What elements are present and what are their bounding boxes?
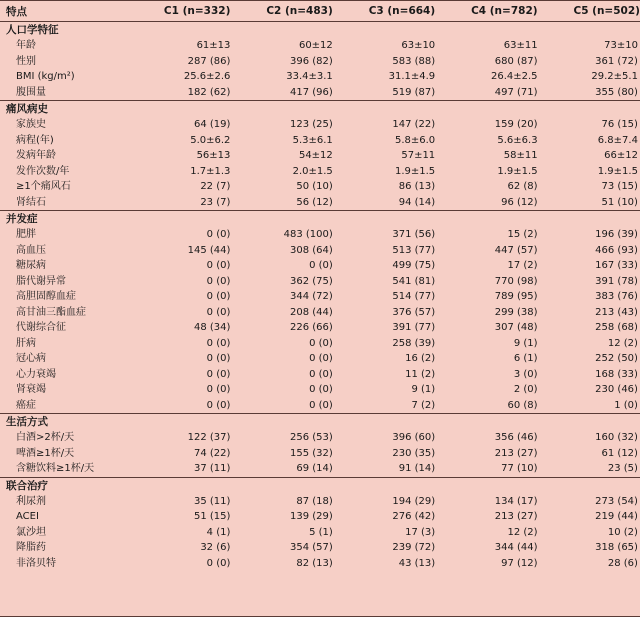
header-col-c3: C3 (n=664) bbox=[368, 5, 436, 17]
table-section bbox=[0, 478, 640, 572]
cell-c5: 28 (6) bbox=[607, 557, 638, 569]
table-row bbox=[0, 336, 640, 352]
cell-c5: 73 (15) bbox=[601, 181, 638, 192]
cell-c5: 219 (44) bbox=[595, 511, 638, 522]
row-label: 高胆固醇血症 bbox=[16, 291, 76, 302]
cell-c1: 145 (44) bbox=[187, 244, 231, 256]
cell-c5: 10 (2) bbox=[607, 526, 638, 538]
row-label: 氯沙坦 bbox=[16, 526, 46, 538]
cell-c4: 1.9±1.5 bbox=[497, 165, 538, 177]
cell-c2: 54±12 bbox=[298, 150, 333, 161]
cell-c2: 483 (100) bbox=[283, 229, 333, 240]
table-row bbox=[0, 133, 640, 149]
cell-c1: 0 (0) bbox=[206, 337, 231, 349]
cell-c2: 87 (18) bbox=[296, 495, 333, 507]
cell-c4: 213 (27) bbox=[494, 511, 538, 522]
cell-c5: 230 (46) bbox=[595, 384, 638, 395]
cell-c3: 541 (81) bbox=[392, 275, 436, 287]
cell-c2: 123 (25) bbox=[289, 119, 333, 130]
cell-c1: 0 (0) bbox=[206, 260, 231, 271]
section-title: 联合治疗 bbox=[6, 479, 48, 492]
row-label: ≥1个痛风石 bbox=[16, 181, 71, 192]
cell-c1: 61±13 bbox=[196, 40, 231, 51]
table-row bbox=[0, 227, 640, 243]
table-row bbox=[0, 289, 640, 305]
cell-c2: 60±12 bbox=[298, 40, 333, 51]
table-row bbox=[0, 164, 640, 180]
cell-c3: 499 (75) bbox=[392, 260, 436, 271]
row-label: 肾衰竭 bbox=[16, 384, 46, 395]
row-label: 肝病 bbox=[16, 337, 36, 349]
cell-c4: 58±11 bbox=[503, 150, 538, 161]
cell-c5: 61 (12) bbox=[601, 447, 638, 459]
cell-c1: 0 (0) bbox=[206, 291, 231, 302]
cell-c4: 17 (2) bbox=[507, 260, 538, 271]
row-label: 含糖饮料≥1杯/天 bbox=[16, 463, 95, 474]
cell-c5: 273 (54) bbox=[595, 495, 638, 507]
row-label: 肥胖 bbox=[16, 229, 36, 240]
table-row bbox=[0, 382, 640, 398]
cell-c3: 94 (14) bbox=[398, 196, 436, 208]
table-row bbox=[0, 54, 640, 70]
cell-c4: 159 (20) bbox=[494, 119, 538, 130]
cell-c3: 514 (77) bbox=[392, 291, 436, 302]
table-row bbox=[0, 556, 640, 572]
cell-c2: 0 (0) bbox=[309, 337, 333, 349]
table-row bbox=[0, 69, 640, 85]
cell-c4: 770 (98) bbox=[494, 275, 538, 287]
cell-c3: 194 (29) bbox=[392, 495, 436, 507]
cell-c3: 9 (1) bbox=[411, 384, 436, 395]
cell-c4: 12 (2) bbox=[507, 526, 538, 538]
cell-c2: 0 (0) bbox=[309, 353, 333, 364]
cell-c1: 37 (11) bbox=[193, 463, 231, 474]
cell-c5: 391 (78) bbox=[595, 275, 638, 287]
header-col-c1: C1 (n=332) bbox=[163, 5, 231, 17]
cell-c3: 17 (3) bbox=[405, 526, 436, 538]
row-label: 腹围量 bbox=[16, 86, 46, 98]
header-label: 特点 bbox=[6, 5, 27, 18]
cell-c4: 3 (0) bbox=[513, 368, 538, 380]
cell-c4: 2 (0) bbox=[513, 384, 538, 395]
cell-c4: 6 (1) bbox=[513, 353, 538, 364]
cell-c5: 318 (65) bbox=[595, 542, 638, 553]
cell-c2: 5 (1) bbox=[309, 526, 333, 538]
cell-c5: 383 (76) bbox=[595, 291, 638, 302]
table-row bbox=[0, 38, 640, 54]
cell-c5: 73±10 bbox=[604, 40, 638, 51]
cell-c4: 789 (95) bbox=[494, 291, 538, 302]
row-label: 啤酒≥1杯/天 bbox=[16, 447, 75, 459]
cell-c3: 276 (42) bbox=[392, 511, 436, 522]
cell-c2: 226 (66) bbox=[289, 322, 333, 333]
cell-c4: 26.4±2.5 bbox=[491, 71, 538, 82]
row-label: 肾结石 bbox=[16, 196, 46, 208]
cell-c3: 63±10 bbox=[401, 40, 436, 51]
cell-c2: 69 (14) bbox=[296, 463, 333, 474]
header-col-c4: C4 (n=782) bbox=[471, 5, 538, 17]
table-header bbox=[0, 1, 640, 22]
table-row bbox=[0, 274, 640, 290]
row-label: 家族史 bbox=[16, 119, 46, 130]
cell-c2: 344 (72) bbox=[289, 291, 333, 302]
cell-c3: 11 (2) bbox=[405, 368, 436, 380]
cell-c2: 0 (0) bbox=[309, 384, 333, 395]
cell-c3: 91 (14) bbox=[398, 463, 436, 474]
cell-c1: 122 (37) bbox=[187, 432, 231, 443]
row-label: 糖尿病 bbox=[16, 260, 46, 271]
table-row bbox=[0, 258, 640, 274]
cell-c5: 355 (80) bbox=[595, 86, 638, 98]
cell-c5: 51 (10) bbox=[601, 196, 638, 208]
cell-c1: 51 (15) bbox=[193, 511, 231, 522]
table-row bbox=[0, 367, 640, 383]
row-label: 脂代谢异常 bbox=[16, 275, 66, 287]
cell-c3: 583 (88) bbox=[392, 55, 436, 67]
cell-c4: 447 (57) bbox=[494, 244, 538, 256]
cell-c1: 35 (11) bbox=[193, 495, 231, 507]
cell-c2: 208 (44) bbox=[289, 306, 333, 318]
table-row bbox=[0, 430, 640, 446]
cell-c4: 134 (17) bbox=[494, 495, 538, 507]
cell-c4: 97 (12) bbox=[501, 557, 538, 569]
cell-c5: 252 (50) bbox=[595, 353, 638, 364]
cell-c2: 82 (13) bbox=[296, 557, 333, 569]
row-label: 心力衰竭 bbox=[16, 368, 56, 380]
table-body bbox=[0, 22, 640, 571]
cell-c5: 167 (33) bbox=[595, 260, 638, 271]
cell-c5: 76 (15) bbox=[601, 119, 638, 130]
row-label: 冠心病 bbox=[16, 353, 46, 364]
row-label: 癌症 bbox=[16, 399, 36, 411]
row-label: 性别 bbox=[16, 55, 36, 67]
cell-c2: 0 (0) bbox=[309, 399, 333, 411]
cell-c5: 160 (32) bbox=[595, 432, 638, 443]
header-col-c5: C5 (n=502) bbox=[573, 5, 640, 17]
cell-c1: 5.0±6.2 bbox=[190, 134, 231, 146]
table-row bbox=[0, 446, 640, 462]
cell-c1: 0 (0) bbox=[206, 229, 231, 240]
cell-c5: 168 (33) bbox=[595, 368, 638, 380]
cell-c5: 12 (2) bbox=[607, 337, 638, 349]
table-section bbox=[0, 414, 640, 478]
table-section bbox=[0, 101, 640, 211]
cell-c5: 258 (68) bbox=[595, 322, 638, 333]
table-row bbox=[0, 179, 640, 195]
cell-c1: 1.7±1.3 bbox=[190, 165, 231, 177]
table-row bbox=[0, 320, 640, 336]
table-row bbox=[0, 351, 640, 367]
cell-c3: 258 (39) bbox=[392, 337, 436, 349]
cell-c4: 62 (8) bbox=[507, 181, 538, 192]
cell-c3: 396 (60) bbox=[392, 432, 436, 443]
table-row bbox=[0, 117, 640, 133]
cell-c1: 64 (19) bbox=[193, 119, 231, 130]
cell-c3: 239 (72) bbox=[392, 542, 436, 553]
table-row bbox=[0, 540, 640, 556]
row-label: 非洛贝特 bbox=[16, 557, 56, 569]
cell-c4: 344 (44) bbox=[494, 542, 538, 553]
cell-c3: 16 (2) bbox=[405, 353, 436, 364]
cell-c3: 1.9±1.5 bbox=[394, 165, 436, 177]
cell-c4: 60 (8) bbox=[507, 399, 538, 411]
table-row bbox=[0, 494, 640, 510]
cell-c5: 196 (39) bbox=[595, 229, 638, 240]
cell-c3: 230 (35) bbox=[392, 447, 436, 459]
cell-c1: 0 (0) bbox=[206, 399, 231, 411]
cell-c1: 0 (0) bbox=[206, 306, 231, 318]
cell-c4: 9 (1) bbox=[513, 337, 538, 349]
cell-c4: 63±11 bbox=[503, 40, 538, 51]
section-title: 并发症 bbox=[6, 213, 38, 225]
table-row bbox=[0, 461, 640, 477]
cell-c1: 287 (86) bbox=[187, 55, 231, 67]
cell-c3: 5.8±6.0 bbox=[394, 134, 436, 146]
cell-c4: 96 (12) bbox=[501, 196, 538, 208]
cell-c1: 22 (7) bbox=[200, 181, 231, 192]
header-col-c2: C2 (n=483) bbox=[266, 5, 333, 17]
row-label: 高血压 bbox=[16, 244, 46, 256]
row-label: 病程(年) bbox=[16, 134, 54, 146]
section-title: 生活方式 bbox=[6, 416, 48, 428]
cell-c1: 0 (0) bbox=[206, 353, 231, 364]
table-row bbox=[0, 398, 640, 414]
cell-c2: 354 (57) bbox=[289, 542, 333, 553]
cell-c2: 0 (0) bbox=[309, 260, 333, 271]
cell-c1: 182 (62) bbox=[187, 86, 231, 98]
cell-c3: 519 (87) bbox=[392, 86, 436, 98]
cell-c4: 5.6±6.3 bbox=[497, 134, 538, 146]
cell-c4: 77 (10) bbox=[501, 463, 538, 474]
row-label: 降脂药 bbox=[16, 542, 46, 553]
cell-c2: 2.0±1.5 bbox=[292, 165, 333, 177]
cell-c1: 0 (0) bbox=[206, 275, 231, 287]
row-label: ACEI bbox=[16, 511, 39, 522]
table-row bbox=[0, 243, 640, 259]
table-row bbox=[0, 195, 640, 211]
row-label: 利尿剂 bbox=[16, 495, 46, 507]
row-label: 高甘油三酯血症 bbox=[16, 306, 86, 318]
table-row bbox=[0, 305, 640, 321]
cell-c1: 25.6±2.6 bbox=[183, 71, 231, 82]
cell-c4: 680 (87) bbox=[494, 55, 538, 67]
cell-c3: 31.1±4.9 bbox=[388, 71, 436, 82]
cell-c2: 33.4±3.1 bbox=[286, 71, 333, 82]
row-label: BMI (kg/m²) bbox=[16, 71, 75, 82]
cell-c2: 139 (29) bbox=[289, 511, 333, 522]
cell-c3: 371 (56) bbox=[392, 229, 436, 240]
cell-c2: 155 (32) bbox=[289, 447, 333, 459]
cell-c1: 32 (6) bbox=[200, 542, 231, 553]
cell-c2: 362 (75) bbox=[289, 275, 333, 287]
cell-c5: 1 (0) bbox=[614, 399, 638, 411]
table-row bbox=[0, 509, 640, 525]
cell-c3: 376 (57) bbox=[392, 306, 436, 318]
cell-c5: 213 (43) bbox=[595, 306, 638, 318]
cell-c4: 299 (38) bbox=[494, 306, 538, 318]
cell-c5: 361 (72) bbox=[595, 55, 638, 67]
table-row bbox=[0, 525, 640, 541]
cell-c3: 43 (13) bbox=[398, 557, 436, 569]
cell-c5: 466 (93) bbox=[595, 244, 638, 256]
cell-c3: 57±11 bbox=[401, 150, 436, 161]
table-section bbox=[0, 22, 640, 101]
cell-c5: 23 (5) bbox=[607, 463, 638, 474]
cell-c5: 1.9±1.5 bbox=[597, 165, 638, 177]
cell-c4: 356 (46) bbox=[494, 432, 538, 443]
cell-c1: 4 (1) bbox=[206, 526, 231, 538]
cell-c2: 256 (53) bbox=[289, 432, 333, 443]
cell-c3: 86 (13) bbox=[398, 181, 436, 192]
row-label: 年龄 bbox=[16, 40, 36, 51]
cell-c1: 0 (0) bbox=[206, 368, 231, 380]
row-label: 发病年龄 bbox=[16, 150, 56, 161]
row-label: 发作次数/年 bbox=[16, 165, 70, 177]
cell-c5: 29.2±5.1 bbox=[591, 71, 638, 82]
row-label: 白酒>2杯/天 bbox=[16, 432, 75, 443]
cell-c1: 23 (7) bbox=[200, 196, 231, 208]
cell-c4: 15 (2) bbox=[507, 229, 538, 240]
cell-c1: 0 (0) bbox=[206, 384, 231, 395]
cell-c3: 513 (77) bbox=[392, 244, 436, 256]
section-title: 痛风病史 bbox=[6, 103, 48, 115]
cell-c2: 5.3±6.1 bbox=[292, 134, 333, 146]
cell-c2: 396 (82) bbox=[289, 55, 333, 67]
cell-c1: 74 (22) bbox=[193, 447, 231, 459]
cell-c3: 7 (2) bbox=[411, 399, 436, 411]
cell-c1: 0 (0) bbox=[206, 557, 231, 569]
cell-c1: 56±13 bbox=[196, 150, 231, 161]
cell-c2: 50 (10) bbox=[296, 181, 333, 192]
cell-c1: 48 (34) bbox=[193, 322, 231, 333]
cell-c5: 6.8±7.4 bbox=[597, 134, 638, 146]
cell-c2: 308 (64) bbox=[289, 244, 333, 256]
cell-c4: 307 (48) bbox=[494, 322, 538, 333]
cell-c3: 391 (77) bbox=[392, 322, 436, 333]
cell-c4: 497 (71) bbox=[494, 86, 538, 98]
cell-c3: 147 (22) bbox=[392, 119, 436, 130]
cell-c2: 417 (96) bbox=[289, 86, 333, 98]
section-title: 人口学特征 bbox=[6, 24, 59, 36]
table-row bbox=[0, 148, 640, 164]
table-row bbox=[0, 85, 640, 101]
row-label: 代谢综合征 bbox=[16, 322, 66, 333]
table-section bbox=[0, 211, 640, 414]
cell-c2: 0 (0) bbox=[309, 368, 333, 380]
cell-c4: 213 (27) bbox=[494, 447, 538, 459]
cell-c2: 56 (12) bbox=[296, 196, 333, 208]
cell-c5: 66±12 bbox=[604, 150, 638, 161]
